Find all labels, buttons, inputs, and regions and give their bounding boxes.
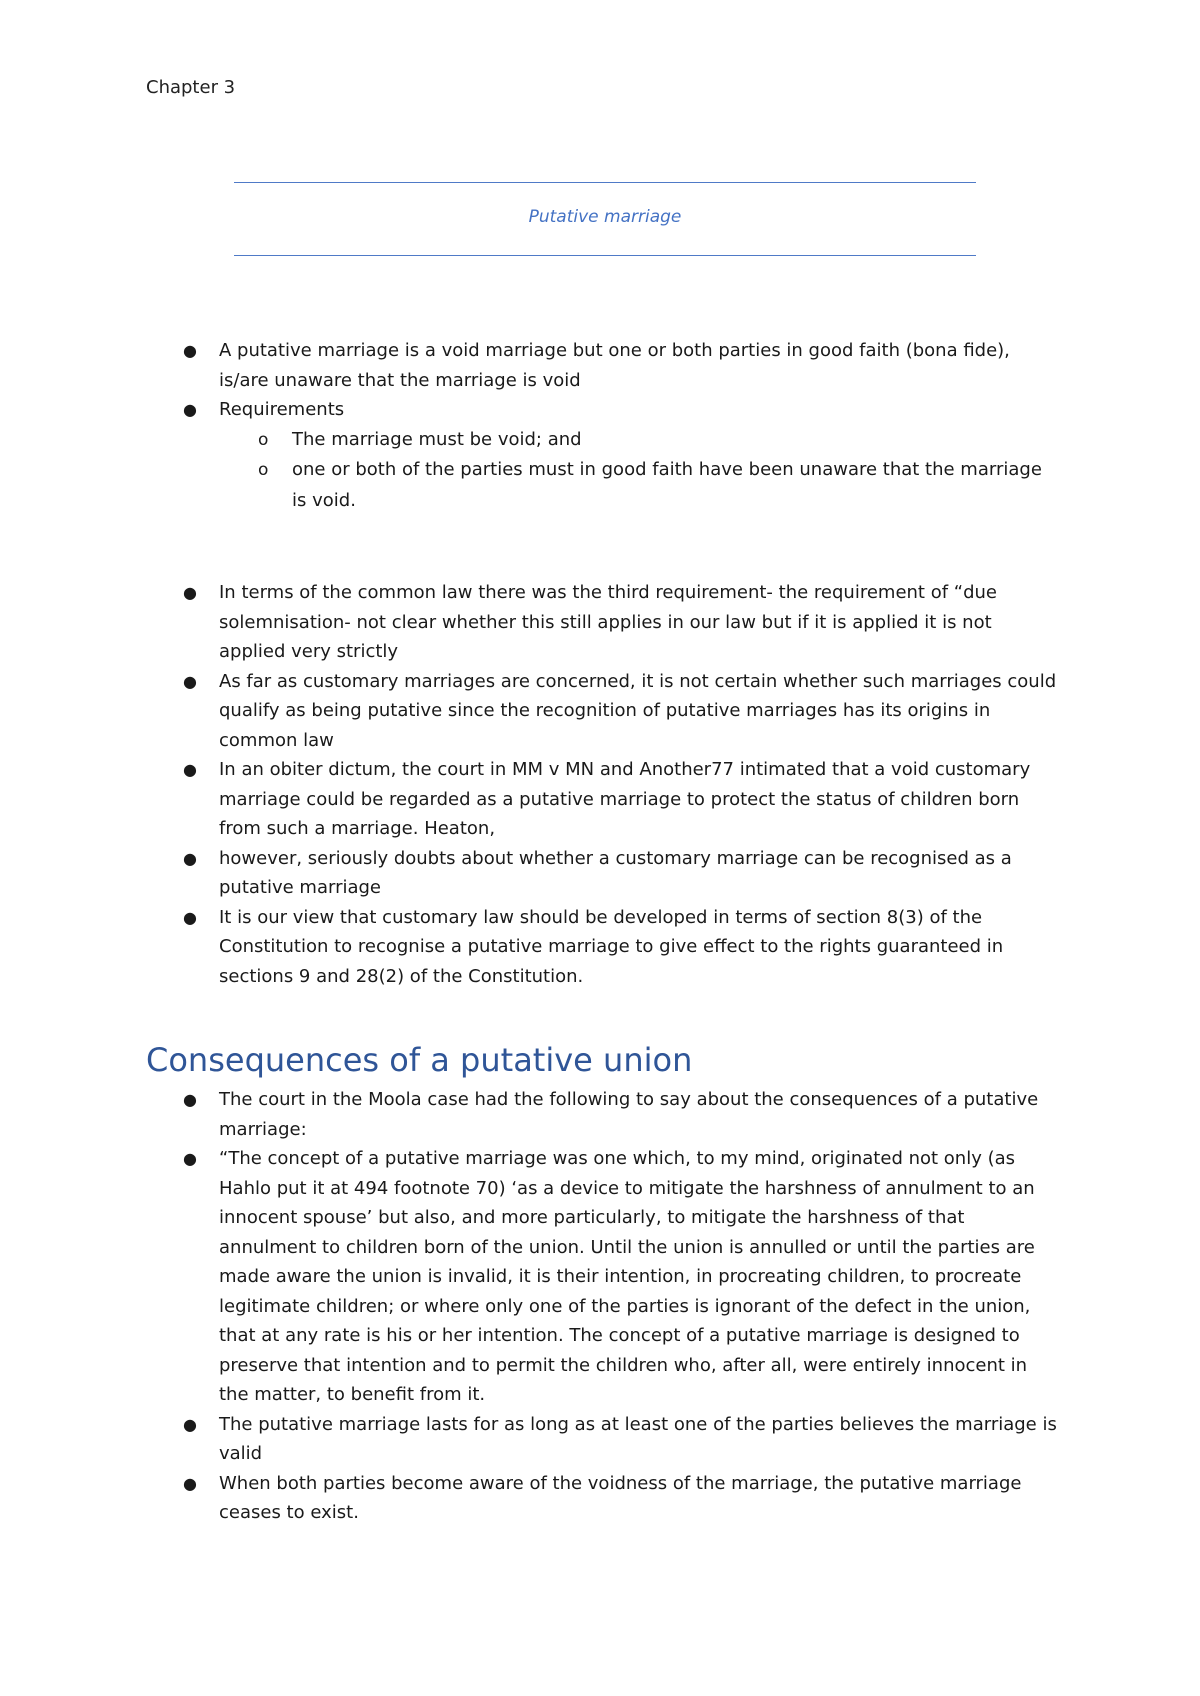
list-item <box>0 395 1059 516</box>
bullet-icon: ● <box>183 907 197 927</box>
section-heading: Consequences of a putative union <box>146 1041 693 1079</box>
circle-bullet-icon: o <box>258 460 269 480</box>
list-item-text: The court in the Moola case had the following to say about the consequences of a putative marriage: <box>219 1089 1039 1140</box>
list-item-text: Requirements <box>219 399 345 420</box>
list-item-text: In an obiter dictum, the court in MM v MN and Another77 intimated that a void customary marriage could be regarded as a putative marriage to protect the status of children born from such a marriage. Heaton, <box>219 759 1031 839</box>
list-item-text: In terms of the common law there was the third requirement- the requirement of “due solemnisation- not clear whether this still applies in our law but if it is applied it is not applied very strictly <box>219 582 998 662</box>
list-item <box>0 1085 1059 1144</box>
sublist-item-text: one or both of the parties must in good faith have been unaware that the marriage is void. <box>292 459 1042 511</box>
list-item <box>0 336 1059 395</box>
bullet-icon: ● <box>183 1149 197 1168</box>
requirements-sublist <box>219 425 1059 517</box>
list-item-text: A putative marriage is a void marriage but one or both parties in good faith (bona fide), is/are unaware that the marriage is void <box>219 340 1010 391</box>
list-item-text: When both parties become aware of the voidness of the marriage, the putative marriage ceases to exist. <box>219 1472 1022 1523</box>
list-item <box>0 1410 1059 1469</box>
list-item <box>0 1144 1059 1410</box>
list-item-text: The putative marriage lasts for as long as at least one of the parties believes the marriage is valid <box>219 1413 1057 1464</box>
bullet-icon: ● <box>183 760 197 779</box>
sublist-item <box>219 455 1057 516</box>
list-item <box>0 667 1059 756</box>
bullet-icon: ● <box>183 583 197 602</box>
list-item <box>0 903 1059 992</box>
circle-bullet-icon: o <box>258 429 269 450</box>
bullet-icon: ● <box>183 1473 197 1493</box>
list-item <box>0 578 1059 667</box>
sublist-item-text: The marriage must be void; and <box>292 428 582 450</box>
chapter-label: Chapter 3 <box>146 77 236 98</box>
list-item-text: however, seriously doubts about whether a customary marriage can be recognised as a putative marriage <box>219 847 1012 898</box>
bullet-icon: ● <box>183 1414 197 1434</box>
document-title: Putative marriage <box>528 207 682 227</box>
bullet-icon: ● <box>183 671 197 691</box>
list-item <box>0 844 1059 903</box>
sublist-item <box>219 425 1057 456</box>
list-item-text: “The concept of a putative marriage was one which, to my mind, originated not only (as Hahlo put it at 494 footnote 70) ‘as a device to mitigate the harshness of annulment to an innocent spouse’ but also, and more particularly, to mitigate the harshness of that annulment to children born of the union. Until the union is annulled or until the parties are made aware the union is invalid, it is their intention, in procreating children, to procreate legitimate children; or where only one of the parties is ignorant of the defect in the union, that at any rate is his or her intention. The concept of a putative marriage is designed to preserve that intention and to permit the children who, after all, were entirely innocent in the matter, to benefit from it. <box>219 1148 1035 1405</box>
bullet-icon: ● <box>183 341 197 360</box>
list-item <box>0 755 1059 844</box>
list-item-text: As far as customary marriages are concerned, it is not certain whether such marriages could qualify as being putative since the recognition of putative marriages has its origins in common law <box>219 670 1057 751</box>
title-block <box>234 182 976 256</box>
bullet-icon: ● <box>183 1090 197 1109</box>
bullet-icon: ● <box>183 848 197 868</box>
list-item-text: It is our view that customary law should be developed in terms of section 8(3) of the Constitution to recognise a putative marriage to give effect to the rights guaranteed in sections 9 and 28(2) of the Constitution. <box>219 906 1004 987</box>
list-item <box>0 1469 1059 1528</box>
bullet-icon: ● <box>183 400 197 419</box>
discussion-list <box>0 578 1200 991</box>
definition-list <box>0 336 1200 516</box>
consequences-list <box>0 1085 1200 1528</box>
